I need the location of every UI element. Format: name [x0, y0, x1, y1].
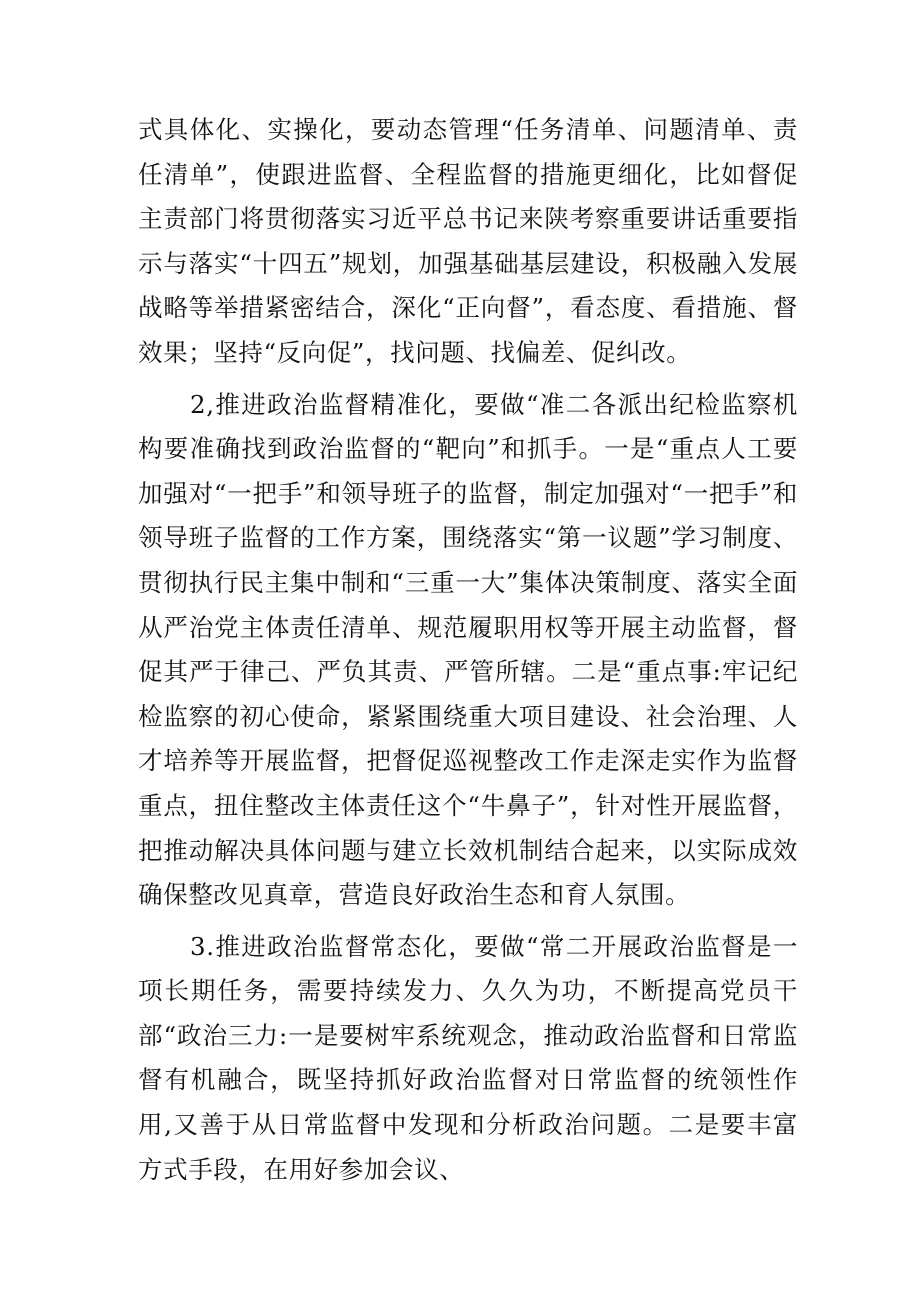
paragraph-continuation: 式具体化、实操化，要动态管理“任务清单、问题清单、责任清单”，使跟进监督、全程监督的措施更细化，比如督促主责部门将贯彻落实习近平总书记来陕考察重要讲话重要指示与落实“十四五”规划，加强基础基层建设，积极融入发展战略等举措紧密结合，深化“正向督”，看态度、看措施、督效果；坚持“反向促”，找问题、找偏差、促纠改。	[138, 115, 798, 367]
document-body	[138, 108, 798, 1199]
paragraph-precision: 2,推进政治监督精准化，要做“准二各派出纪检监察机构要准确找到政治监督的“靶向”和抓手。一是“重点人工要加强对“一把手”和领导班子的监督，制定加强对“一把手”和领导班子监督的工作方案，围绕落实“第一议题”学习制度、贯彻执行民主集中制和“三重一大”集体决策制度、落实全面从严治党主体责任清单、规范履职用权等开展主动监督，督促其严于律己、严负其责、严管所辖。二是“重点事:牢记纪检监察的初心使命，紧紧围绕重大项目建设、社会治理、人才培养等开展监督，把督促巡视整改工作走深走实作为监督重点，扭住整改主体责任这个“牛鼻子”，针对性开展监督，把推动解决具体问题与建立长效机制结合起来，以实际成效确保整改见真章，营造良好政治生态和育人氛围。	[138, 389, 798, 910]
paragraph-normalization: 3.推进政治监督常态化，要做“常二开展政治监督是一项长期任务，需要持续发力、久久为功，不断提高党员干部“政治三力:一是要树牢系统观念，推动政治监督和日常监督有机融合，既坚持抓好政治监督对日常监督的统领性作用,又善于从日常监督中发现和分析政治问题。二是要丰富方式手段，在用好参加会议、	[138, 931, 798, 1184]
